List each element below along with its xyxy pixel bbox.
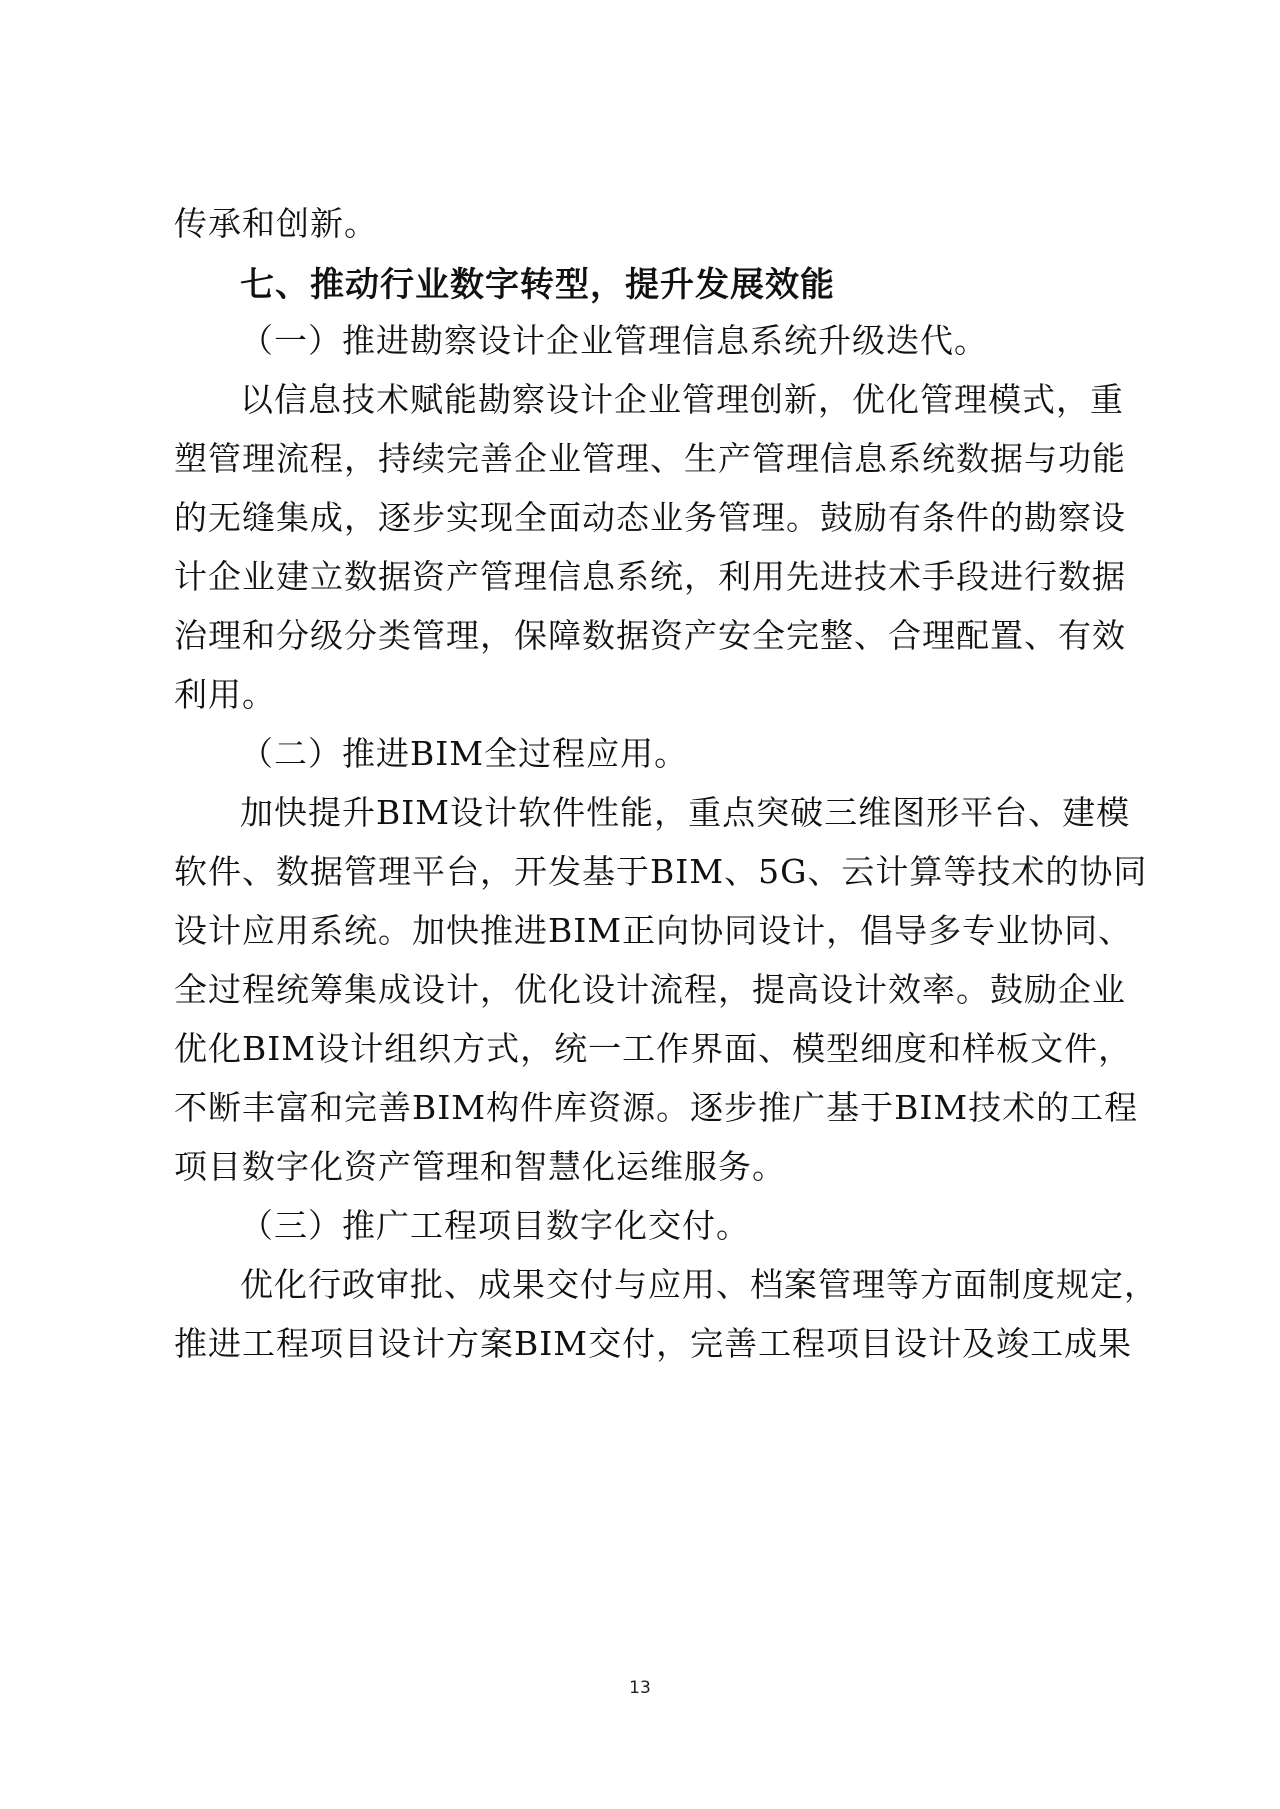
paragraph-line: 的无缝集成，逐步实现全面动态业务管理。鼓励有条件的勘察设 [174,498,1126,537]
subsection-heading: （三）推广工程项目数字化交付。 [240,1206,750,1245]
paragraph-line: 以信息技术赋能勘察设计企业管理创新，优化管理模式，重 [240,380,1124,419]
paragraph-line: 推进工程项目设计方案BIM交付，完善工程项目设计及竣工成果 [174,1324,1133,1363]
paragraph-line: 软件、数据管理平台，开发基于BIM、5G、云计算等技术的协同 [174,852,1148,891]
paragraph-line: 传承和创新。 [174,204,378,243]
subsection-heading: （二）推进BIM全过程应用。 [240,734,689,773]
paragraph-line: 塑管理流程，持续完善企业管理、生产管理信息系统数据与功能 [174,439,1126,478]
paragraph-line: 全过程统筹集成设计，优化设计流程，提高设计效率。鼓励企业 [174,970,1126,1009]
paragraph-line: 治理和分级分类管理，保障数据资产安全完整、合理配置、有效 [174,616,1126,655]
paragraph-line: 优化行政审批、成果交付与应用、档案管理等方面制度规定， [240,1265,1158,1304]
paragraph-line: 加快提升BIM设计软件性能，重点突破三维图形平台、建模 [240,793,1131,832]
paragraph-line: 计企业建立数据资产管理信息系统，利用先进技术手段进行数据 [174,557,1126,596]
paragraph-line: 设计应用系统。加快推进BIM正向协同设计，倡导多专业协同、 [174,911,1133,950]
section-heading: 七、推动行业数字转型，提升发展效能 [240,265,835,305]
subsection-heading: （一）推进勘察设计企业管理信息系统升级迭代。 [240,321,988,360]
page-number: 13 [629,1678,651,1698]
paragraph-line: 优化BIM设计组织方式，统一工作界面、模型细度和样板文件， [174,1029,1133,1068]
paragraph-line: 项目数字化资产管理和智慧化运维服务。 [174,1147,786,1186]
paragraph-line: 不断丰富和完善BIM构件库资源。逐步推广基于BIM技术的工程 [174,1088,1139,1127]
paragraph-line: 利用。 [174,675,276,714]
